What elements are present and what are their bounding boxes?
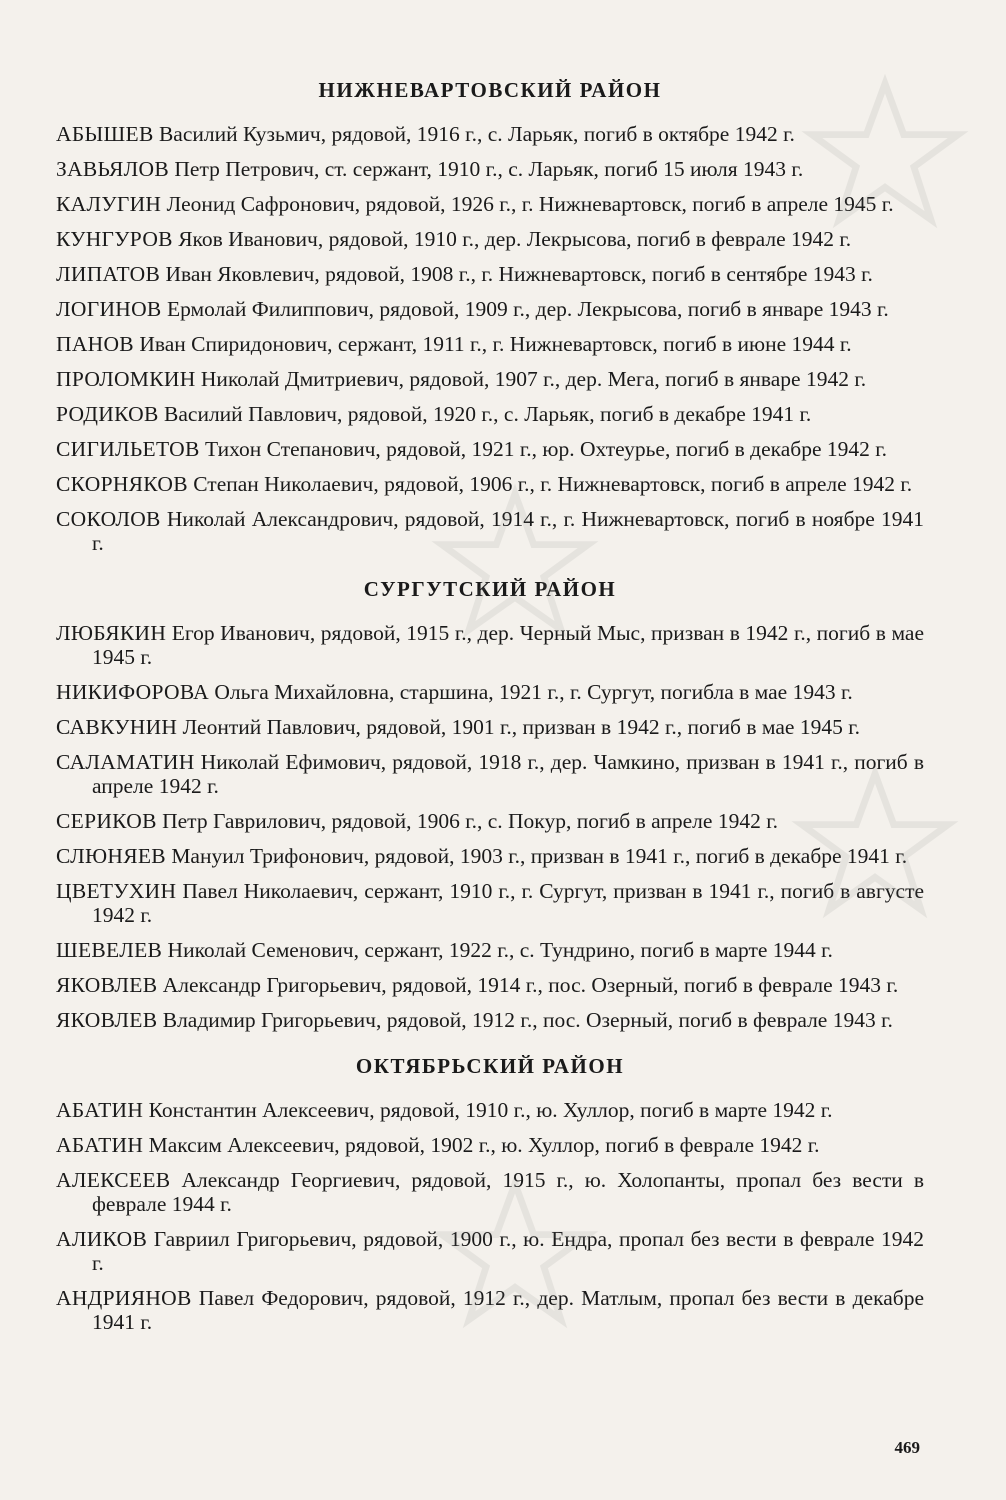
entry-surname: ЯКОВЛЕВ xyxy=(56,1008,158,1032)
list-item xyxy=(56,367,924,391)
list-item xyxy=(56,157,924,181)
entry-surname: ЛИПАТОВ xyxy=(56,262,161,286)
entry-text: Гавриил Григорьевич, рядовой, 1900 г., ю. Ендра, пропал без вести в феврале 1942 г. xyxy=(92,1227,924,1275)
list-item xyxy=(56,192,924,216)
list-item xyxy=(56,621,924,669)
entry-text: Николай Ефимович, рядовой, 1918 г., дер. Чамкино, призван в 1941 г., погиб в апреле 1942 г. xyxy=(92,750,924,798)
list-item xyxy=(56,680,924,704)
list-item xyxy=(56,297,924,321)
entry-text: Леонид Сафронович, рядовой, 1926 г., г. Нижневартовск, погиб в апреле 1945 г. xyxy=(166,192,894,216)
list-item xyxy=(56,750,924,798)
section-heading: ОКТЯБРЬСКИЙ РАЙОН xyxy=(355,1054,625,1078)
list-item xyxy=(56,402,924,426)
entry-surname: АБАТИН xyxy=(56,1098,144,1122)
list-item xyxy=(56,227,924,251)
entry-text: Яков Иванович, рядовой, 1910 г., дер. Лекрысова, погиб в феврале 1942 г. xyxy=(178,227,852,251)
list-item xyxy=(56,472,924,496)
entry-text: Павел Федорович, рядовой, 1912 г., дер. Матлым, пропал без вести в декабре 1941 г. xyxy=(92,1286,924,1334)
list-item xyxy=(56,1168,924,1216)
list-item xyxy=(56,715,924,739)
entry-text: Николай Дмитриевич, рядовой, 1907 г., дер. Мега, погиб в январе 1942 г. xyxy=(200,367,867,391)
entry-surname: СЛЮНЯЕВ xyxy=(56,844,166,868)
list-item xyxy=(56,879,924,927)
entry-surname: ШЕВЕЛЕВ xyxy=(56,938,163,962)
entry-text: Петр Гаврилович, рядовой, 1906 г., с. Покур, погиб в апреле 1942 г. xyxy=(162,809,778,833)
entry-text: Николай Семенович, сержант, 1922 г., с. Тундрино, погиб в марте 1944 г. xyxy=(167,938,833,962)
entry-text: Леонтий Павлович, рядовой, 1901 г., призван в 1942 г., погиб в мае 1945 г. xyxy=(182,715,860,739)
entry-text: Николай Александрович, рядовой, 1914 г., г. Нижневартовск, погиб в ноябре 1941 г. xyxy=(92,507,925,555)
entry-surname: РОДИКОВ xyxy=(56,402,159,426)
list-item xyxy=(56,1286,924,1334)
entry-text: Петр Петрович, ст. сержант, 1910 г., с. Ларьяк, погиб 15 июля 1943 г. xyxy=(174,157,804,181)
entry-surname: ЯКОВЛЕВ xyxy=(56,973,158,997)
entry-surname: АЛЕКСЕЕВ xyxy=(56,1168,171,1192)
entry-surname: ЦВЕТУХИН xyxy=(56,879,177,903)
entry-text: Иван Яковлевич, рядовой, 1908 г., г. Нижневартовск, погиб в сентябре 1943 г. xyxy=(165,262,873,286)
entry-text: Павел Николаевич, сержант, 1910 г., г. Сургут, призван в 1941 г., погиб в августе 1942 г. xyxy=(92,879,925,927)
entry-surname: САЛАМАТИН xyxy=(56,750,195,774)
entry-text: Иван Спиридонович, сержант, 1911 г., г. Нижневартовск, погиб в июне 1944 г. xyxy=(139,332,852,356)
entry-text: Тихон Степанович, рядовой, 1921 г., юр. Охтеурье, погиб в декабре 1942 г. xyxy=(204,437,888,461)
entry-surname: НИКИФОРОВА xyxy=(56,680,209,704)
list-item xyxy=(56,844,924,868)
entry-surname: АНДРИЯНОВ xyxy=(56,1286,192,1310)
section-oktyabrsky xyxy=(56,1052,924,1334)
entry-surname: ПРОЛОМКИН xyxy=(56,367,196,391)
entry-text: Егор Иванович, рядовой, 1915 г., дер. Черный Мыс, призван в 1942 г., погиб в мае 1945 г. xyxy=(92,621,924,669)
entry-surname: СИГИЛЬЕТОВ xyxy=(56,437,200,461)
entry-surname: ЛОГИНОВ xyxy=(56,297,162,321)
list-item xyxy=(56,262,924,286)
entry-surname: САВКУНИН xyxy=(56,715,178,739)
entry-text: Максим Алексеевич, рядовой, 1902 г., ю. Хуллор, погиб в феврале 1942 г. xyxy=(148,1133,820,1157)
list-item xyxy=(56,1098,924,1122)
entry-surname: ЗАВЬЯЛОВ xyxy=(56,157,170,181)
page-number: 469 xyxy=(894,1438,920,1457)
list-item xyxy=(56,1227,924,1275)
section-surgut xyxy=(56,575,924,1032)
entry-surname: СОКОЛОВ xyxy=(56,507,161,531)
entry-text: Александр Георгиевич, рядовой, 1915 г., ю. Холопанты, пропал без вести в феврале 1944 г. xyxy=(92,1168,925,1216)
entry-surname: АБАТИН xyxy=(56,1133,144,1157)
list-item xyxy=(56,938,924,962)
entry-text: Александр Григорьевич, рядовой, 1914 г., пос. Озерный, погиб в феврале 1943 г. xyxy=(162,973,899,997)
entry-surname: ЛЮБЯКИН xyxy=(56,621,167,645)
list-item xyxy=(56,122,924,146)
entry-text: Василий Кузьмич, рядовой, 1916 г., с. Ларьяк, погиб в октябре 1942 г. xyxy=(158,122,795,146)
list-item xyxy=(56,1133,924,1157)
entry-surname: СКОРНЯКОВ xyxy=(56,472,188,496)
entry-text: Мануил Трифонович, рядовой, 1903 г., призван в 1941 г., погиб в декабре 1941 г. xyxy=(171,844,908,868)
entry-surname: КУНГУРОВ xyxy=(56,227,173,251)
entry-text: Ольга Михайловна, старшина, 1921 г., г. Сургут, погибла в мае 1943 г. xyxy=(214,680,853,704)
entry-text: Владимир Григорьевич, рядовой, 1912 г., пос. Озерный, погиб в феврале 1943 г. xyxy=(162,1008,893,1032)
list-item xyxy=(56,437,924,461)
section-nizhnevartovsk xyxy=(56,76,924,555)
list-item xyxy=(56,1008,924,1032)
entry-text: Василий Павлович, рядовой, 1920 г., с. Ларьяк, погиб в декабре 1941 г. xyxy=(164,402,812,426)
section-heading: СУРГУТСКИЙ РАЙОН xyxy=(363,577,617,601)
entry-text: Степан Николаевич, рядовой, 1906 г., г. Нижневартовск, погиб в апреле 1942 г. xyxy=(193,472,913,496)
list-item xyxy=(56,507,924,555)
entry-surname: КАЛУГИН xyxy=(56,192,162,216)
list-item xyxy=(56,332,924,356)
entry-surname: ПАНОВ xyxy=(56,332,134,356)
entry-text: Ермолай Филиппович, рядовой, 1909 г., дер. Лекрысова, погиб в январе 1943 г. xyxy=(166,297,889,321)
list-item xyxy=(56,809,924,833)
section-heading: НИЖНЕВАРТОВСКИЙ РАЙОН xyxy=(318,78,662,102)
entry-surname: АБЫШЕВ xyxy=(56,122,154,146)
entry-text: Константин Алексеевич, рядовой, 1910 г., ю. Хуллор, погиб в марте 1942 г. xyxy=(148,1098,833,1122)
list-item xyxy=(56,973,924,997)
entry-surname: СЕРИКОВ xyxy=(56,809,157,833)
entry-surname: АЛИКОВ xyxy=(56,1227,148,1251)
